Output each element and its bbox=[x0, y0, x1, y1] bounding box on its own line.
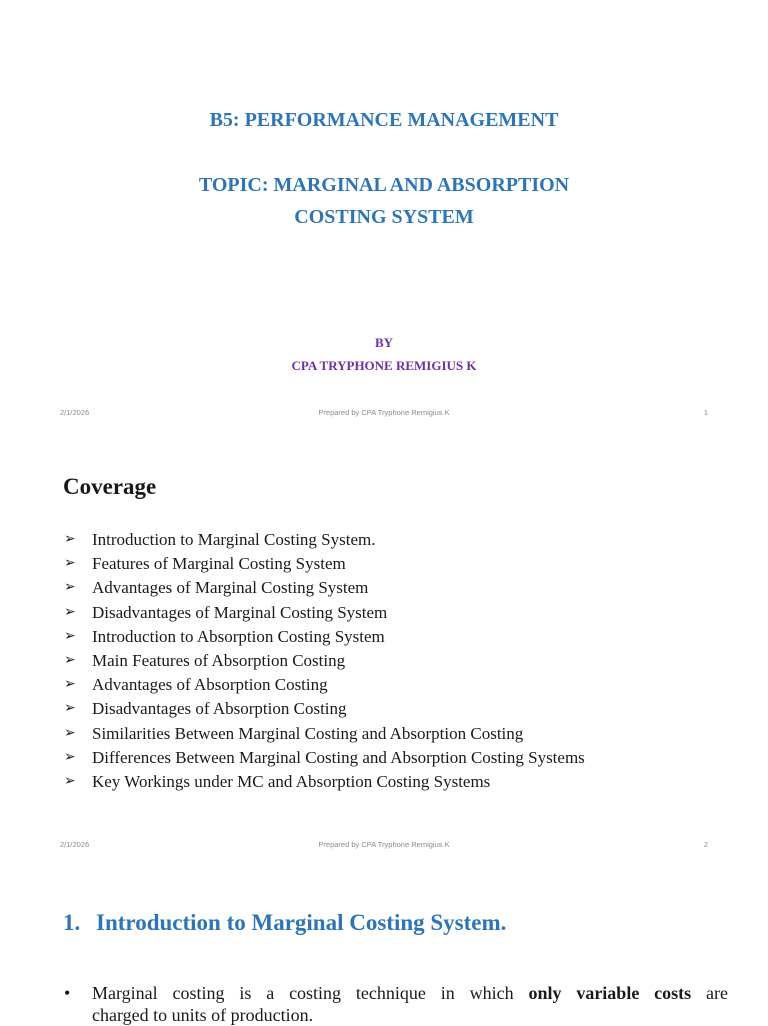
footer-date: 2/1/2026 bbox=[60, 840, 90, 849]
slide-2 bbox=[0, 432, 768, 862]
arrow-bullet-icon: ➢ bbox=[64, 580, 76, 596]
list-item: ➢ Introduction to Absorption Costing System bbox=[64, 625, 585, 649]
section-heading bbox=[63, 910, 506, 936]
paragraph-line-2: charged to units of production. bbox=[92, 1005, 314, 1025]
section-title: Introduction to Marginal Costing System. bbox=[96, 910, 507, 935]
arrow-bullet-icon: ➢ bbox=[64, 773, 76, 789]
bullet-dot-icon: • bbox=[64, 983, 71, 1003]
slide-footer bbox=[0, 408, 768, 420]
slide-1 bbox=[0, 0, 768, 430]
arrow-bullet-icon: ➢ bbox=[64, 701, 76, 717]
coverage-title: Coverage bbox=[63, 474, 157, 499]
arrow-bullet-icon: ➢ bbox=[64, 725, 76, 741]
arrow-bullet-icon: ➢ bbox=[64, 749, 76, 765]
list-item: ➢ Main Features of Absorption Costing bbox=[64, 649, 585, 673]
author-name: CPA TRYPHONE REMIGIUS K bbox=[291, 358, 477, 373]
arrow-bullet-icon: ➢ bbox=[64, 628, 76, 644]
slide-3 bbox=[0, 864, 768, 1024]
list-item: ➢ Advantages of Absorption Costing bbox=[64, 673, 585, 697]
list-item: ➢ Features of Marginal Costing System bbox=[64, 552, 585, 576]
slide-footer bbox=[0, 840, 768, 852]
arrow-bullet-icon: ➢ bbox=[64, 604, 76, 620]
list-item: ➢ Key Workings under MC and Absorption Costing Systems bbox=[64, 770, 585, 794]
section-number: 1. bbox=[63, 910, 81, 935]
arrow-bullet-icon: ➢ bbox=[64, 677, 76, 693]
footer-prepared-by: Prepared by CPA Tryphone Remigius K bbox=[318, 408, 450, 417]
footer-page-number: 2 bbox=[703, 840, 708, 849]
coverage-list bbox=[64, 528, 585, 794]
paragraph-bullet bbox=[64, 982, 728, 1026]
list-item: ➢ Disadvantages of Marginal Costing System bbox=[64, 601, 585, 625]
course-title: B5: PERFORMANCE MANAGEMENT bbox=[209, 109, 559, 131]
footer-prepared-by: Prepared by CPA Tryphone Remigius K bbox=[318, 840, 450, 849]
paragraph-line-1: Marginal costing is a costing technique in which only variable costs are bbox=[92, 983, 728, 1003]
topic-title-line-2: COSTING SYSTEM bbox=[294, 206, 474, 228]
list-item: ➢ Similarities Between Marginal Costing and Absorption Costing bbox=[64, 722, 585, 746]
arrow-bullet-icon: ➢ bbox=[64, 556, 76, 572]
footer-page-number: 1 bbox=[703, 408, 708, 417]
list-item: ➢ Differences Between Marginal Costing and Absorption Costing Systems bbox=[64, 746, 585, 770]
by-label: BY bbox=[374, 335, 394, 350]
list-item: ➢ Advantages of Marginal Costing System bbox=[64, 576, 585, 600]
topic-title-line-1: TOPIC: MARGINAL AND ABSORPTION bbox=[198, 174, 570, 196]
arrow-bullet-icon: ➢ bbox=[64, 532, 76, 547]
list-item: ➢ Disadvantages of Absorption Costing bbox=[64, 697, 585, 721]
list-item: ➢ Introduction to Marginal Costing System. bbox=[64, 528, 585, 552]
footer-date: 2/1/2026 bbox=[60, 408, 90, 417]
emphasis-text: only variable costs bbox=[528, 983, 692, 1003]
arrow-bullet-icon: ➢ bbox=[64, 652, 76, 668]
